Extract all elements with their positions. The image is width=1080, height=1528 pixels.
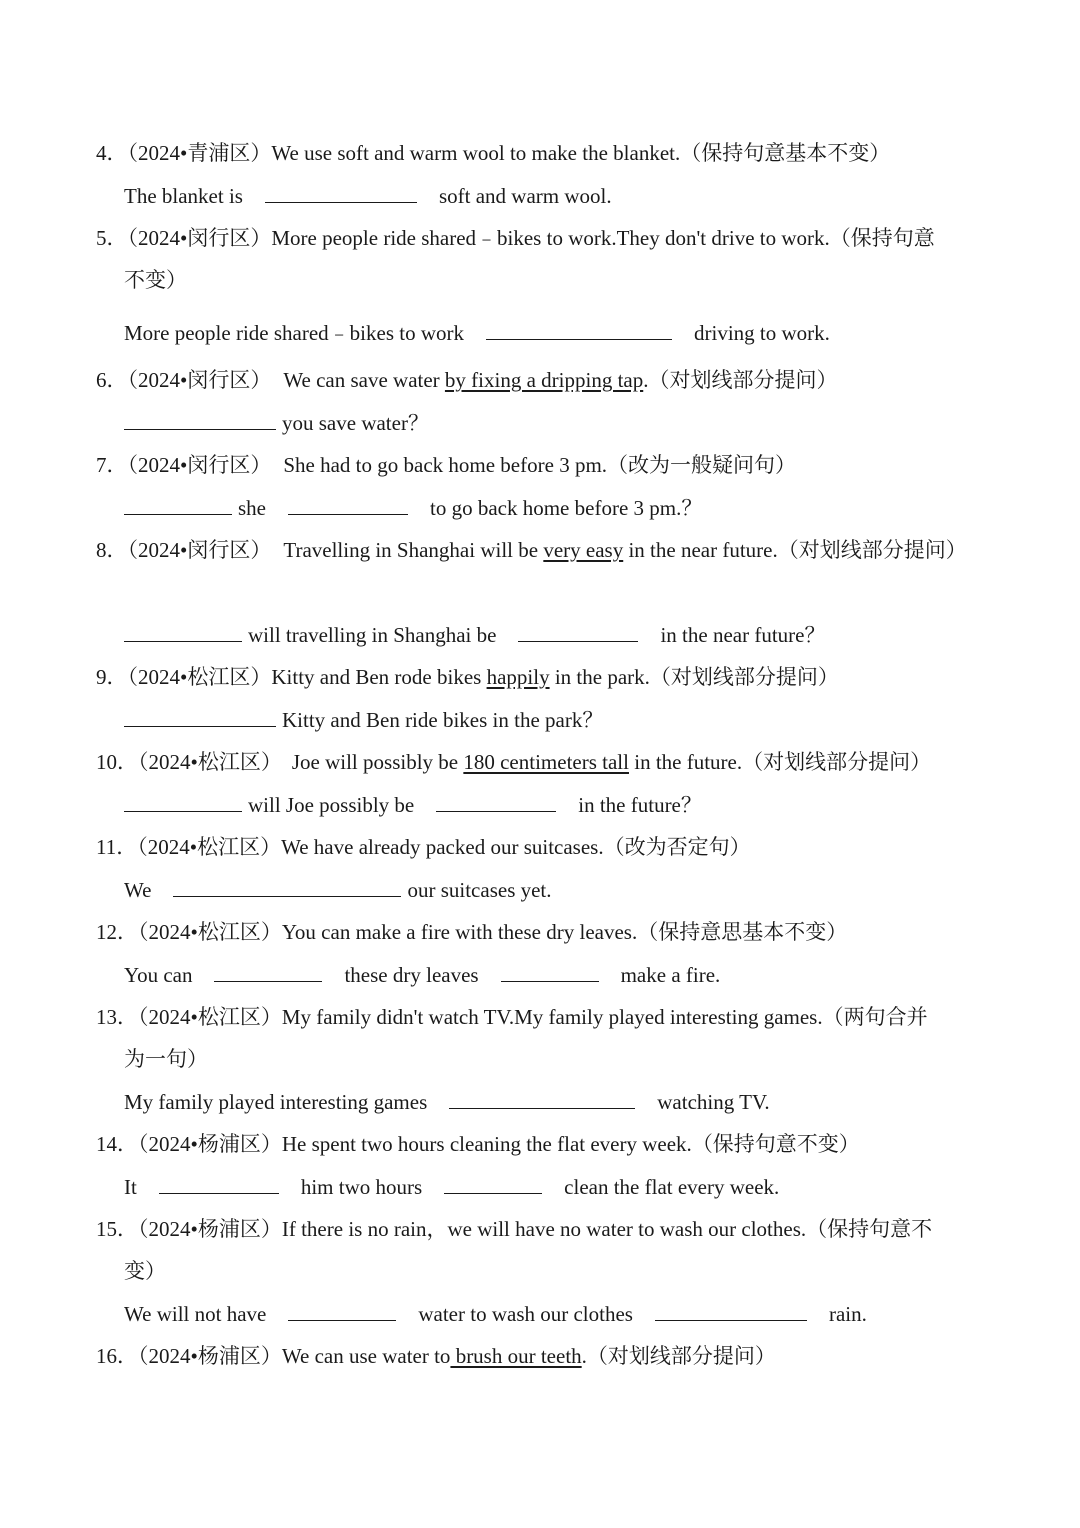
q15-instruction-2: 变） [124,1259,166,1283]
q15-blank-2[interactable] [655,1302,807,1321]
q12-question [96,919,847,945]
q5-answer-text-2: driving to work. [694,321,830,345]
q14-source: （2024•杨浦区） [138,1132,282,1156]
q13-answer-line [124,1089,770,1115]
q9-text-pre: Kitty and Ben rode bikes [271,665,487,689]
q11-instruction: （改为否定句） [603,835,751,859]
q6-instruction: （对划线部分提问） [648,368,838,392]
q11-number: 11． [96,835,138,859]
q4-answer-line [124,183,612,209]
q4-answer-text-1: The blanket is [124,184,243,208]
q13-text: My family didn't watch TV.My family played interesting games. [281,1005,823,1029]
q11-answer-line [124,877,552,903]
q5-answer-line [124,320,830,346]
q7-text: She had to go back home before 3 pm. [283,453,608,477]
q7-answer-text-1: she [238,496,266,520]
q6-text-pre: We can save water [283,368,445,392]
q10-answer-text-2: in the future？ [578,793,702,817]
q11-blank-1[interactable] [173,878,401,897]
q6-number: 6． [96,368,128,392]
q9-question [96,664,839,690]
q16-question [96,1343,776,1369]
q6-source: （2024•闵行区） [127,368,272,392]
q5-question-cont [124,267,187,293]
q14-number: 14． [96,1132,138,1156]
q5-instruction-2: 不变） [124,268,187,292]
q15-blank-1[interactable] [288,1302,396,1321]
q10-number: 10． [96,750,138,774]
q14-answer-text-2: him two hours [300,1175,423,1199]
q11-source: （2024•松江区） [137,835,282,859]
q5-blank-1[interactable] [486,321,672,340]
q13-number: 13． [96,1005,138,1029]
q12-answer-text-2: these dry leaves [344,963,479,987]
q9-answer-line [124,707,603,733]
q13-instruction-1: （两句合并 [822,1005,928,1029]
q8-answer-text-1: will travelling in Shanghai be [248,623,497,647]
q16-underlined: brush our teeth [450,1344,582,1368]
q15-answer-line [124,1301,867,1327]
q8-answer-text-2: in the near future？ [660,623,826,647]
q6-text-post: . [643,368,649,392]
q15-question [96,1216,932,1242]
q5-text: More people ride shared﹣bikes to work.They don't drive to work. [271,226,830,250]
q8-blank-2[interactable] [518,623,638,642]
q7-instruction: （改为一般疑问句） [607,453,797,477]
q16-text-post: . [581,1344,587,1368]
q8-question [96,537,967,563]
q6-blank-1[interactable] [124,411,276,430]
q13-source: （2024•松江区） [138,1005,282,1029]
q4-blank-1[interactable] [265,184,417,203]
q8-number: 8． [96,538,128,562]
q12-answer-text-1: You can [124,963,193,987]
q7-source: （2024•闵行区） [127,453,272,477]
q6-answer-line [124,410,429,436]
q10-blank-1[interactable] [124,793,242,812]
q15-number: 15． [96,1217,138,1241]
q13-blank-1[interactable] [449,1090,635,1109]
q10-question [96,749,931,775]
q10-instruction: （对划线部分提问） [742,750,932,774]
q12-number: 12． [96,920,138,944]
q12-source: （2024•松江区） [138,920,282,944]
q15-question-cont [124,1258,166,1284]
q10-text-post: in the future. [628,750,743,774]
q8-answer-line [124,622,825,648]
q9-underlined: happily [486,665,550,689]
q7-question [96,452,796,478]
q9-instruction: （对划线部分提问） [649,665,839,689]
q13-answer-text-1: My family played interesting games [124,1090,428,1114]
q15-source: （2024•杨浦区） [138,1217,282,1241]
q16-instruction: （对划线部分提问） [586,1344,776,1368]
q12-answer-text-3: make a fire. [620,963,721,987]
q9-source: （2024•松江区） [127,665,272,689]
q13-question-cont [124,1046,208,1072]
q16-number: 16． [96,1344,138,1368]
q11-question [96,834,751,860]
q5-answer-text-1: More people ride shared﹣bikes to work [124,321,464,345]
q4-number: 4． [96,141,128,165]
q12-answer-line [124,962,720,988]
q11-text: We have already packed our suitcases. [281,835,604,859]
q5-number: 5． [96,226,128,250]
q10-underlined: 180 centimeters tall [463,750,629,774]
q12-text: You can make a fire with these dry leaves. [281,920,638,944]
q9-blank-1[interactable] [124,708,276,727]
q12-instruction: （保持意思基本不变） [637,920,848,944]
q4-instruction: （保持句意基本不变） [680,141,891,165]
q8-text-post: in the near future. [623,538,778,562]
q15-text: If there is no rain，we will have no water to wash our clothes. [281,1217,807,1241]
q16-text-pre: We can use water to [281,1344,451,1368]
q14-question [96,1131,860,1157]
q12-blank-1[interactable] [214,963,322,982]
q9-answer-text-1: Kitty and Ben ride bikes in the park？ [282,708,604,732]
q7-answer-text-2: to go back home before 3 pm.？ [430,496,703,520]
q14-text: He spent two hours cleaning the flat every week. [281,1132,692,1156]
q14-blank-1[interactable] [159,1175,279,1194]
q8-text-pre: Travelling in Shanghai will be [283,538,544,562]
q14-answer-text-3: clean the flat every week. [564,1175,780,1199]
q9-number: 9． [96,665,128,689]
q10-answer-text-1: will Joe possibly be [248,793,415,817]
q11-answer-text-2: our suitcases yet. [407,878,552,902]
q13-answer-text-2: watching TV. [657,1090,770,1114]
q14-answer-line [124,1174,779,1200]
q14-instruction: （保持句意不变） [691,1132,860,1156]
q12-blank-2[interactable] [501,963,599,982]
q15-answer-text-1: We will not have [124,1302,267,1326]
q14-blank-2[interactable] [444,1175,542,1194]
q7-answer-line [124,495,702,521]
q4-source: （2024•青浦区） [127,141,272,165]
q8-instruction: （对划线部分提问） [777,538,967,562]
q5-instruction-1: （保持句意 [829,226,935,250]
q13-instruction-2: 为一句） [124,1047,208,1071]
q10-answer-line [124,792,702,818]
q7-blank-2[interactable] [288,496,408,515]
q16-source: （2024•杨浦区） [138,1344,282,1368]
q9-text-post: in the park. [549,665,650,689]
q10-blank-2[interactable] [436,793,556,812]
q6-answer-text-1: you save water？ [282,411,429,435]
q15-instruction-1: （保持句意不 [806,1217,933,1241]
q14-answer-text-1: It [124,1175,137,1199]
q7-number: 7． [96,453,128,477]
q4-text: We use soft and warm wool to make the blanket. [271,141,681,165]
q10-text-pre: Joe will possibly be [291,750,464,774]
q8-underlined: very easy [543,538,624,562]
q7-blank-1[interactable] [124,496,232,515]
q8-blank-1[interactable] [124,623,242,642]
q4-answer-text-2: soft and warm wool. [438,184,612,208]
q5-question [96,225,935,251]
q6-underlined: by fixing a dripping tap [444,368,644,392]
q8-source: （2024•闵行区） [127,538,272,562]
q6-question [96,367,837,393]
q4-question [96,140,890,166]
q15-answer-text-3: rain. [828,1302,867,1326]
q13-question [96,1004,928,1030]
q11-answer-text-1: We [124,878,152,902]
q5-source: （2024•闵行区） [127,226,272,250]
q10-source: （2024•松江区） [138,750,282,774]
q15-answer-text-2: water to wash our clothes [418,1302,633,1326]
